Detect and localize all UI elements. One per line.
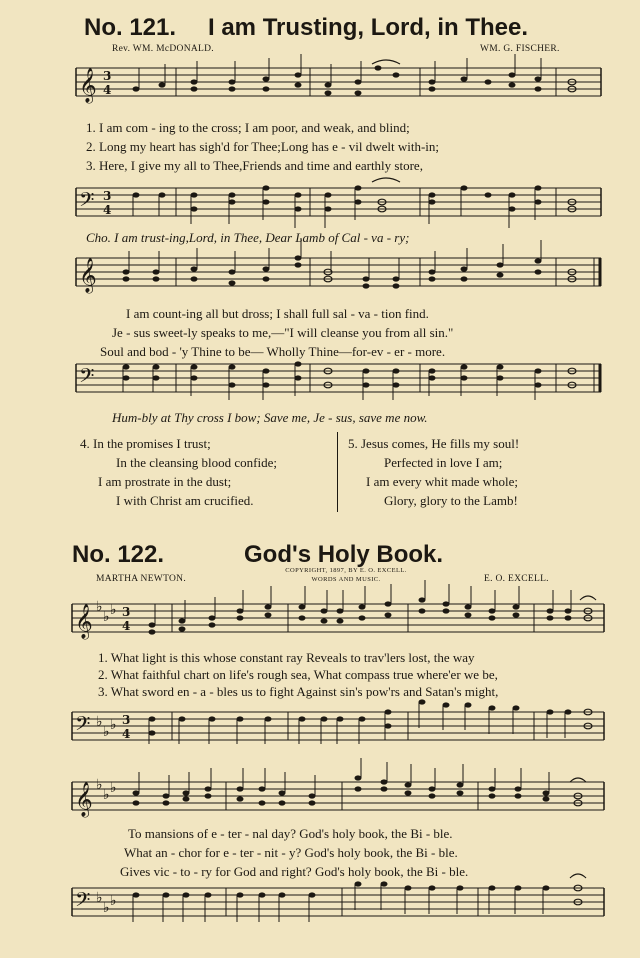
stanza-5-line-3: I am every whit made whole; bbox=[366, 474, 518, 489]
svg-text:4: 4 bbox=[122, 619, 131, 633]
hymn-121-author: Rev. WM. McDONALD. bbox=[112, 44, 214, 54]
staff-121-system1-bass bbox=[76, 180, 606, 230]
svg-text:♭: ♭ bbox=[103, 724, 110, 740]
svg-text:𝄢: 𝄢 bbox=[79, 364, 95, 392]
svg-text:3: 3 bbox=[122, 605, 131, 619]
hymn-122-second-line-1: To mansions of e - ter - nal day? God's holy book, the Bi - ble. bbox=[128, 826, 453, 841]
staff-121-system1-treble bbox=[76, 60, 606, 110]
staff-121-system2-bass bbox=[76, 356, 606, 406]
hymn-122-copyright: COPYRIGHT, 1897, BY E. O. EXCELL. bbox=[285, 567, 407, 574]
hymn-121-chorus-end-line: Hum-bly at Thy cross I bow; Save me, Je - sus, save me now. bbox=[112, 410, 428, 425]
svg-text:𝄞: 𝄞 bbox=[75, 782, 93, 817]
hymn-121-refrain-line-3: Soul and bod - 'y Thine to be— Wholly Thine—for-ev - er - more. bbox=[100, 344, 446, 359]
staff-121-system2-treble bbox=[76, 250, 606, 300]
hymn-122-words-music: WORDS AND MUSIC. bbox=[311, 576, 381, 583]
stanza-5-line-4: Glory, glory to the Lamb! bbox=[384, 493, 518, 508]
svg-text:♭: ♭ bbox=[96, 890, 103, 906]
svg-text:♭: ♭ bbox=[96, 777, 103, 793]
bass-clef-icon: 𝄢 bbox=[79, 188, 95, 216]
stanza-4-line-4: I with Christ am crucified. bbox=[116, 493, 254, 508]
flat-sign-icon: ♭ bbox=[96, 599, 103, 615]
svg-text:♭: ♭ bbox=[110, 780, 117, 796]
hymn-121-verse-line-3: 3. Here, I give my all to Thee,Friends and time and earthly store, bbox=[86, 158, 423, 173]
svg-text:♭: ♭ bbox=[110, 602, 117, 618]
hymn-122-number: No. 122. bbox=[72, 541, 165, 568]
hymn-122-composer: E. O. EXCELL. bbox=[484, 574, 549, 584]
staff-122-system1-treble bbox=[72, 596, 607, 646]
hymn-122-verse-line-1: 1. What light is this whose constant ray Reveals to trav'lers lost, the way bbox=[98, 650, 475, 665]
hymn-122-verse-line-3: 3. What sword en - a - bles us to fight Against sin's pow'rs and Satan's might, bbox=[98, 684, 499, 699]
svg-text:4: 4 bbox=[103, 203, 112, 217]
svg-text:𝄞: 𝄞 bbox=[75, 604, 93, 639]
hymn-121-verse-line-2: 2. Long my heart has sigh'd for Thee;Long has e - vil dwelt with-in; bbox=[86, 139, 440, 154]
staff-122-system2-treble bbox=[72, 774, 607, 824]
hymn-122-title: God's Holy Book. bbox=[244, 541, 444, 568]
svg-text:♭: ♭ bbox=[110, 717, 117, 733]
hymn-121-composer: WM. G. FISCHER. bbox=[480, 44, 560, 54]
svg-text:𝄢: 𝄢 bbox=[75, 888, 91, 916]
svg-text:4: 4 bbox=[122, 727, 131, 741]
stanza-divider bbox=[337, 432, 338, 512]
svg-text:♭: ♭ bbox=[103, 900, 110, 916]
hymn-122-verse-line-2: 2. What faithful chart on life's rough sea, What compass true where'er we be, bbox=[98, 667, 498, 682]
svg-text:♭: ♭ bbox=[110, 893, 117, 909]
stanza-4-line-2: In the cleansing blood confide; bbox=[116, 455, 278, 470]
svg-text:4: 4 bbox=[103, 83, 112, 97]
staff-122-system2-bass bbox=[72, 880, 607, 958]
hymn-121-title: I am Trusting, Lord, in Thee. bbox=[208, 14, 529, 41]
hymn-121-verse-line-1: 1. I am com - ing to the cross; I am poor, and weak, and blind; bbox=[86, 120, 410, 135]
svg-text:3: 3 bbox=[103, 69, 112, 83]
stanza-5-line-1: 5. Jesus comes, He fills my soul! bbox=[348, 436, 520, 451]
hymn-121-number: No. 121. bbox=[84, 14, 177, 41]
svg-text:𝄢: 𝄢 bbox=[75, 712, 91, 740]
svg-text:♭: ♭ bbox=[103, 609, 110, 625]
stanza-5-line-2: Perfected in love I am; bbox=[384, 455, 503, 470]
svg-text:♭: ♭ bbox=[103, 787, 110, 803]
svg-text:♭: ♭ bbox=[96, 714, 103, 730]
treble-clef-icon: 𝄞 bbox=[79, 68, 97, 103]
hymn-122-second-line-2: What an - chor for e - ter - nit - y? God's holy book, the Bi - ble. bbox=[124, 845, 458, 860]
svg-text:𝄞: 𝄞 bbox=[79, 258, 97, 293]
hymn-122-author: MARTHA NEWTON. bbox=[96, 574, 187, 584]
staff-122-system1-bass bbox=[72, 704, 607, 754]
hymn-122-second-line-3: Gives vic - to - ry for God and right? God's holy book, the Bi - ble. bbox=[120, 864, 469, 879]
hymn-121-chorus-line: Cho. I am trust-ing,Lord, in Thee, Dear Lamb of Cal - va - ry; bbox=[86, 230, 410, 245]
hymn-121-refrain-line-2: Je - sus sweet-ly speaks to me,—"I will cleanse you from all sin." bbox=[112, 325, 454, 340]
hymn-121-refrain-line-1: I am count-ing all but dross; I shall full sal - va - tion find. bbox=[126, 306, 429, 321]
stanza-4-line-1: 4. In the promises I trust; bbox=[80, 436, 211, 451]
stanza-4-line-3: I am prostrate in the dust; bbox=[98, 474, 232, 489]
svg-text:3: 3 bbox=[103, 189, 112, 203]
svg-text:3: 3 bbox=[122, 713, 131, 727]
